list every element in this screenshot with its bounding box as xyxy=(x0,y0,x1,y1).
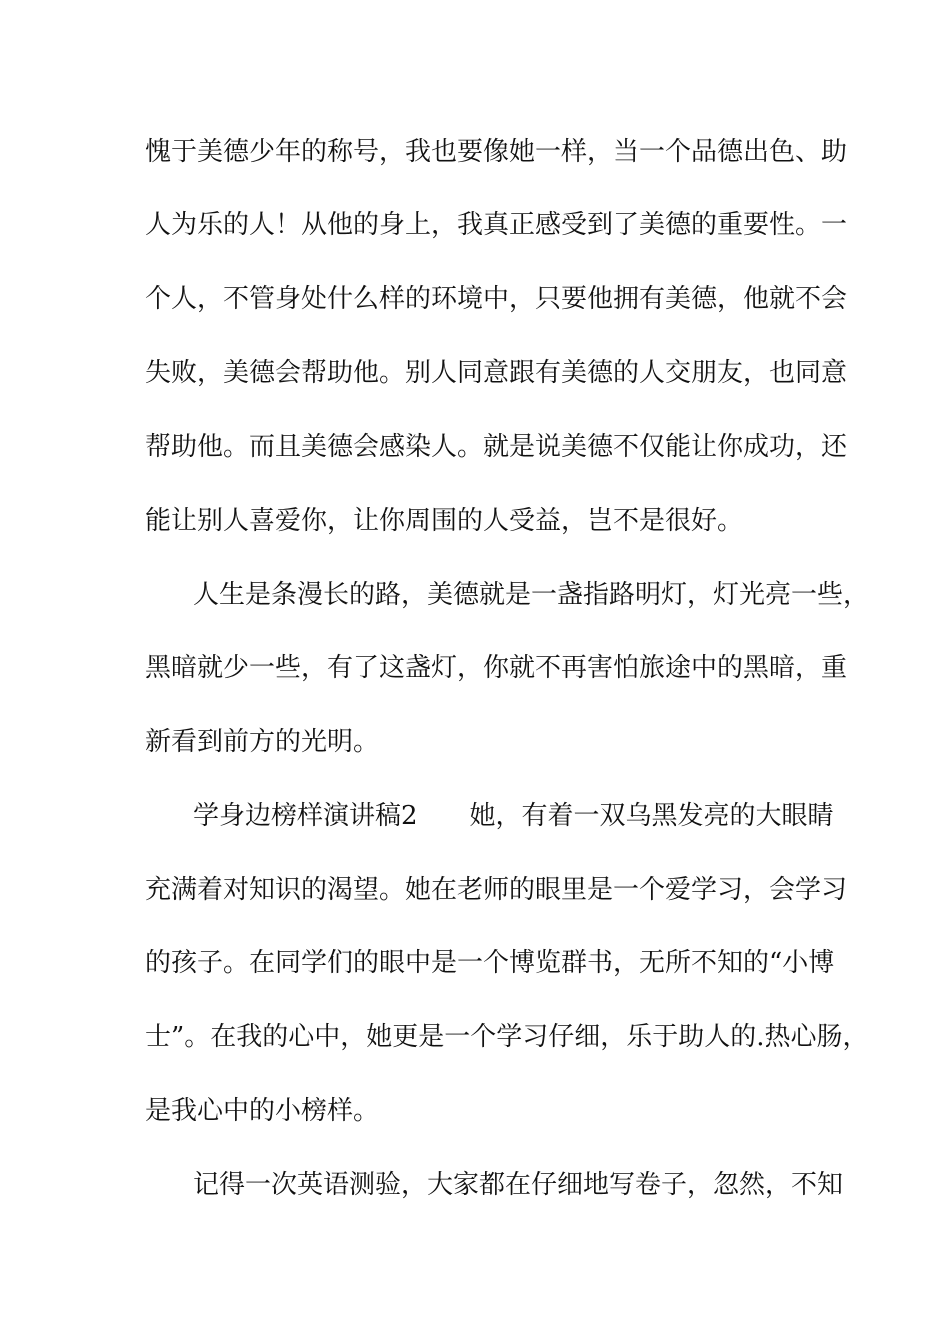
paragraph-line: 帮助他。而且美德会感染人。就是说美德不仅能让你成功，还 xyxy=(145,432,848,462)
paragraph-line: 记得一次英语测验，大家都在仔细地写卷子，忽然，不知 xyxy=(193,1170,844,1200)
paragraph-line: 充满着对知识的渴望。她在老师的眼里是一个爱学习，会学习 xyxy=(145,875,848,905)
paragraph-line: 黑暗就少一些，有了这盏灯，你就不再害怕旅途中的黑暗，重 xyxy=(145,653,848,683)
paragraph-line: 愧于美德少年的称号，我也要像她一样，当一个品德出色、助 xyxy=(145,137,848,167)
paragraph-line: 是我心中的小榜样。 xyxy=(145,1096,380,1126)
paragraph-line: 士”。在我的心中，她更是一个学习仔细，乐于助人的.热心肠， xyxy=(145,1022,869,1052)
section-title: 学身边榜样演讲稿2 xyxy=(193,801,418,831)
heading-line xyxy=(193,801,873,831)
paragraph-line: 人生是条漫长的路，美德就是一盏指路明灯，灯光亮一些， xyxy=(193,580,870,610)
paragraph-line: 个人，不管身处什么样的环境中，只要他拥有美德，他就不会 xyxy=(145,284,848,314)
paragraph-line: 能让别人喜爱你，让你周围的人受益，岂不是很好。 xyxy=(145,506,744,536)
paragraph-text: 她，有着一双乌黑发亮的大眼睛 xyxy=(469,801,834,831)
paragraph-line: 失败，美德会帮助他。别人同意跟有美德的人交朋友，也同意 xyxy=(145,358,848,388)
paragraph-line: 的孩子。在同学们的眼中是一个博览群书，无所不知的“小博 xyxy=(145,948,835,978)
paragraph-line: 人为乐的人！从他的身上，我真正感受到了美德的重要性。一 xyxy=(145,210,848,240)
paragraph-line: 新看到前方的光明。 xyxy=(145,727,380,757)
